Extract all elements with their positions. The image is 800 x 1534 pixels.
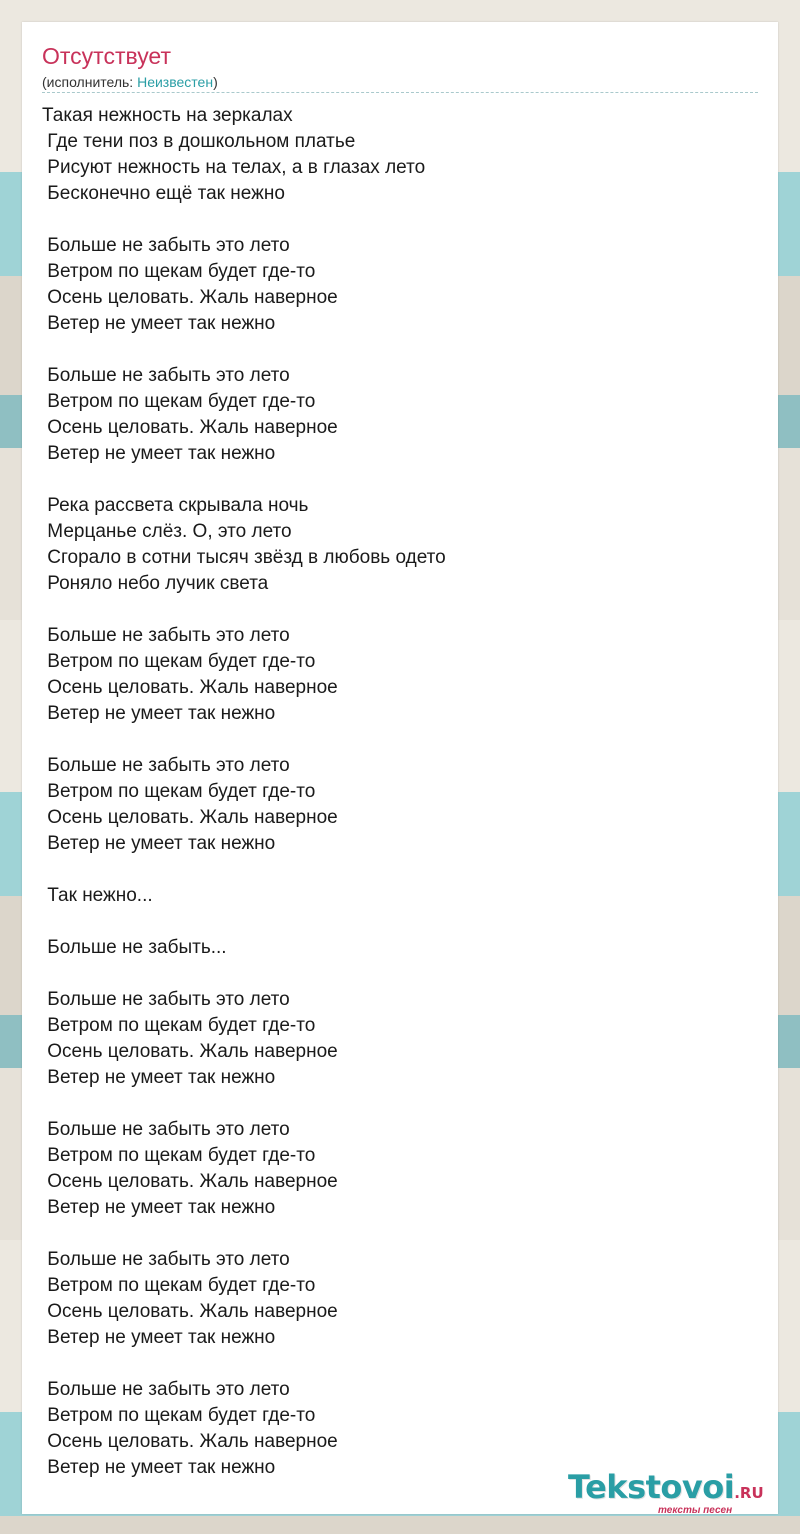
lyric-line: Больше не забыть это лето (42, 365, 290, 386)
lyric-line: Ветер не умеет так нежно (42, 1327, 276, 1348)
lyric-line: Ветер не умеет так нежно (42, 1457, 276, 1478)
lyric-line: Ветер не умеет так нежно (42, 1197, 276, 1218)
lyric-line: Ветром по щекам будет где-то (42, 1015, 316, 1036)
lyric-line: Ветер не умеет так нежно (42, 443, 276, 464)
lyric-line (42, 337, 758, 363)
lyric-line: Ветром по щекам будет где-то (42, 781, 316, 802)
lyric-line: Так нежно... (42, 885, 153, 906)
lyrics-card (22, 22, 778, 1514)
lyric-line: Больше не забыть это лето (42, 989, 290, 1010)
artist-prefix: (исполнитель: (42, 74, 138, 90)
lyrics-text (42, 103, 758, 1481)
lyric-line: Больше не забыть это лето (42, 235, 290, 256)
lyric-line: Ветер не умеет так нежно (42, 1067, 276, 1088)
lyric-line: Ветром по щекам будет где-то (42, 391, 316, 412)
lyric-line: Бесконечно ещё так нежно (42, 183, 285, 204)
lyric-line: Ветром по щекам будет где-то (42, 1145, 316, 1166)
lyric-line: Осень целовать. Жаль наверное (42, 1171, 338, 1192)
lyric-line (42, 909, 758, 935)
lyric-line: Мерцанье слёз. О, это лето (42, 521, 292, 542)
lyric-line: Осень целовать. Жаль наверное (42, 287, 338, 308)
lyric-line (42, 597, 758, 623)
lyric-line: Осень целовать. Жаль наверное (42, 417, 338, 438)
logo-wordmark: Tekstovoi (568, 1468, 735, 1506)
lyric-line: Ветром по щекам будет где-то (42, 1405, 316, 1426)
lyric-line: Осень целовать. Жаль наверное (42, 677, 338, 698)
lyric-line: Больше не забыть это лето (42, 625, 290, 646)
lyric-line (42, 467, 758, 493)
lyric-line: Роняло небо лучик света (42, 573, 269, 594)
artist-suffix: ) (213, 74, 218, 90)
lyric-line: Сгорало в сотни тысяч звёзд в любовь одето (42, 547, 446, 568)
lyric-line: Больше не забыть это лето (42, 755, 290, 776)
site-logo[interactable] (568, 1468, 764, 1516)
lyric-line (42, 727, 758, 753)
logo-tagline: тексты песен (658, 1505, 733, 1516)
lyric-line: Больше не забыть это лето (42, 1379, 290, 1400)
lyric-line: Ветром по щекам будет где-то (42, 1275, 316, 1296)
lyric-line: Осень целовать. Жаль наверное (42, 807, 338, 828)
lyric-line (42, 857, 758, 883)
lyric-line: Где тени поз в дошкольном платье (42, 131, 356, 152)
lyric-line: Река рассвета скрывала ночь (42, 495, 309, 516)
lyric-line: Осень целовать. Жаль наверное (42, 1431, 338, 1452)
lyric-line: Ветер не умеет так нежно (42, 833, 276, 854)
lyric-line: Такая нежность на зеркалах (42, 105, 293, 126)
artist-link[interactable]: Неизвестен (137, 74, 214, 90)
lyric-line: Осень целовать. Жаль наверное (42, 1041, 338, 1062)
lyric-line: Больше не забыть это лето (42, 1249, 290, 1270)
lyric-line (42, 207, 758, 233)
lyric-line (42, 1221, 758, 1247)
lyric-line: Рисуют нежность на телах, а в глазах лето (42, 157, 426, 178)
lyric-line: Больше не забыть... (42, 937, 227, 958)
lyric-line (42, 1091, 758, 1117)
lyric-line: Ветер не умеет так нежно (42, 313, 276, 334)
lyric-line: Ветер не умеет так нежно (42, 703, 276, 724)
artist-line (42, 73, 218, 91)
header-divider (42, 92, 758, 93)
lyric-line (42, 961, 758, 987)
lyric-line (42, 1351, 758, 1377)
song-title: Отсутствует (42, 43, 171, 69)
lyric-line: Больше не забыть это лето (42, 1119, 290, 1140)
lyric-line: Осень целовать. Жаль наверное (42, 1301, 338, 1322)
lyric-line: Ветром по щекам будет где-то (42, 651, 316, 672)
lyric-line: Ветром по щекам будет где-то (42, 261, 316, 282)
logo-domain: .RU (734, 1484, 764, 1502)
